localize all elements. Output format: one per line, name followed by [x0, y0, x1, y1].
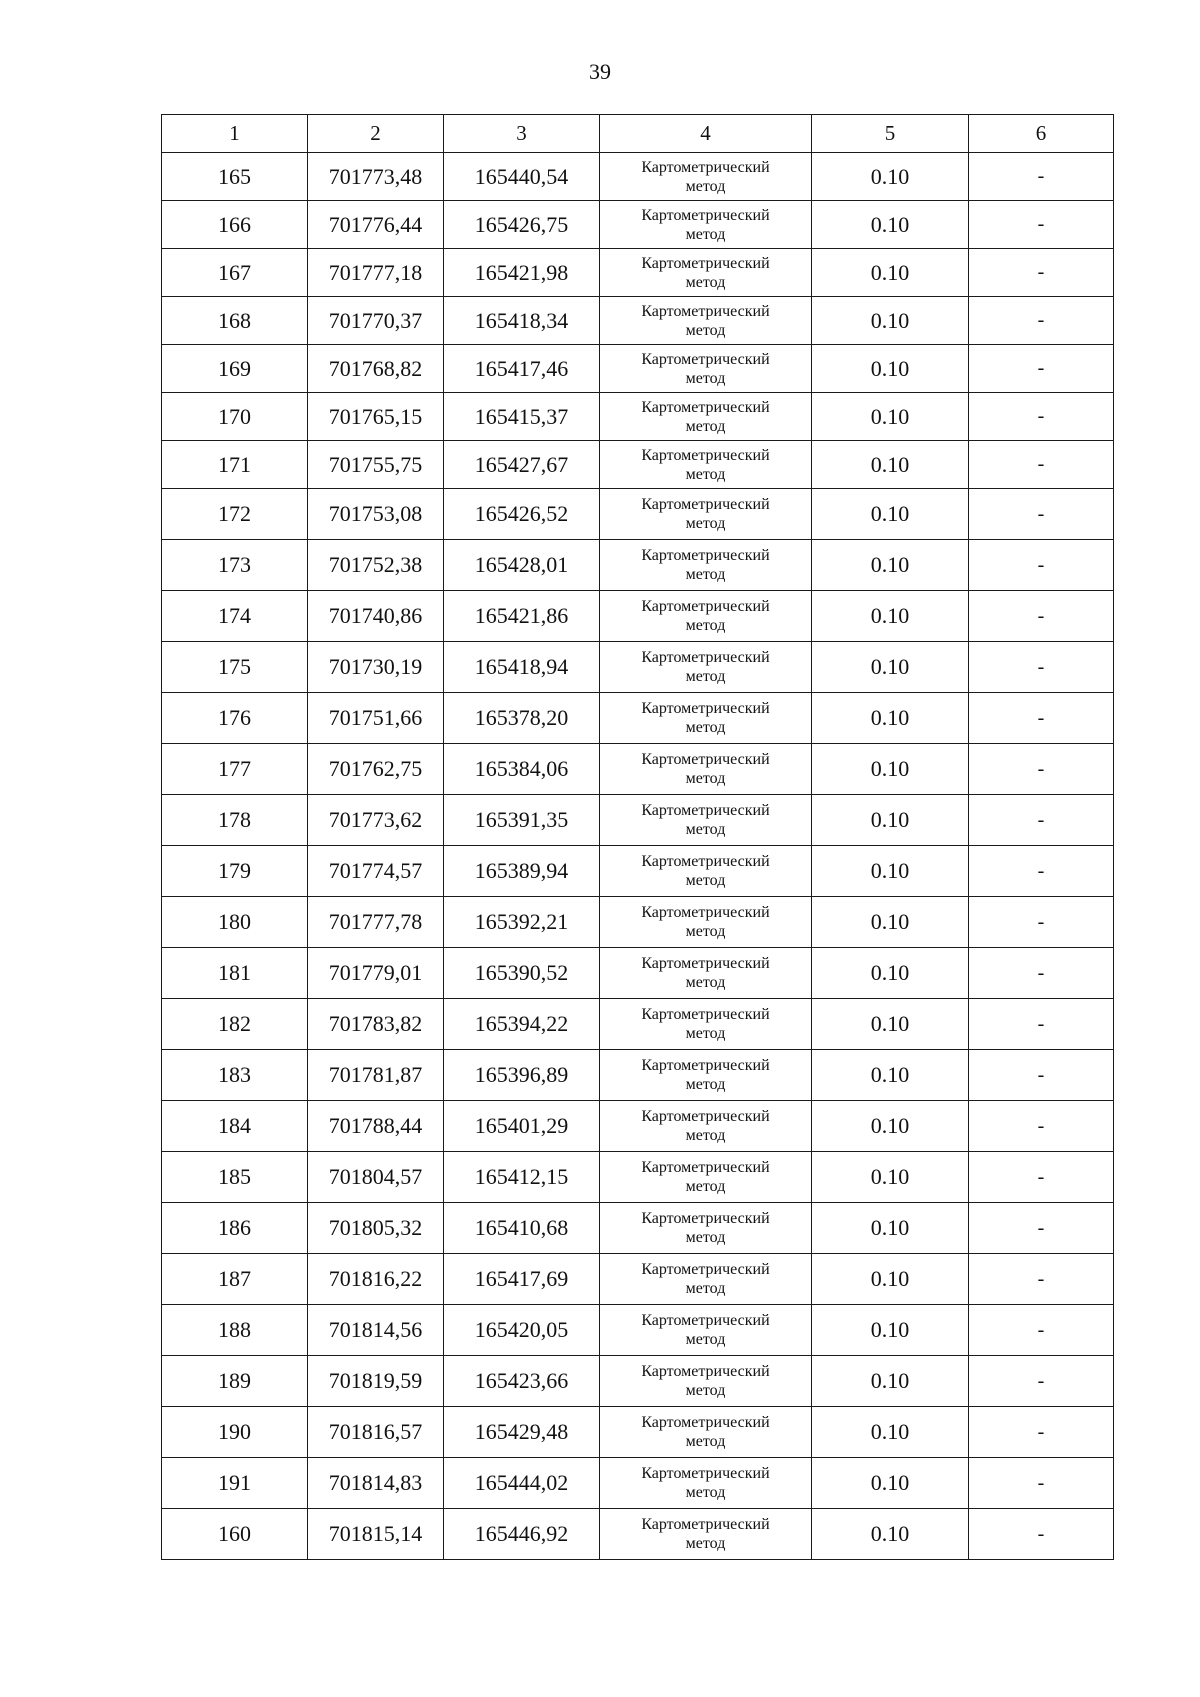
y-coordinate-cell: 165446,92	[444, 1509, 600, 1560]
accuracy-cell: 0.10	[812, 1509, 969, 1560]
point-number-cell: 171	[162, 441, 308, 489]
y-coordinate-cell: 165421,86	[444, 591, 600, 642]
header-col-4: 4	[600, 115, 812, 153]
table-row	[162, 1407, 1114, 1458]
x-coordinate-cell: 701773,62	[308, 795, 444, 846]
table-row	[162, 345, 1114, 393]
method-cell	[600, 948, 812, 999]
note-cell: -	[969, 201, 1114, 249]
coordinates-table	[161, 114, 1114, 1560]
x-coordinate-cell: 701781,87	[308, 1050, 444, 1101]
table-row	[162, 795, 1114, 846]
accuracy-cell: 0.10	[812, 642, 969, 693]
header-col-3: 3	[444, 115, 600, 153]
method-cell	[600, 1356, 812, 1407]
table-row	[162, 201, 1114, 249]
method-line-2: метод	[685, 974, 726, 991]
method-cell	[600, 345, 812, 393]
x-coordinate-cell: 701773,48	[308, 153, 444, 201]
table-row	[162, 948, 1114, 999]
note-cell: -	[969, 846, 1114, 897]
method-cell	[600, 393, 812, 441]
y-coordinate-cell: 165426,75	[444, 201, 600, 249]
method-line-2: метод	[685, 1025, 726, 1042]
point-number-cell: 165	[162, 153, 308, 201]
header-col-5: 5	[812, 115, 969, 153]
method-cell	[600, 1101, 812, 1152]
method-cell	[600, 489, 812, 540]
method-cell	[600, 591, 812, 642]
accuracy-cell: 0.10	[812, 948, 969, 999]
y-coordinate-cell: 165401,29	[444, 1101, 600, 1152]
point-number-cell: 191	[162, 1458, 308, 1509]
accuracy-cell: 0.10	[812, 1050, 969, 1101]
accuracy-cell: 0.10	[812, 999, 969, 1050]
method-line-2: метод	[685, 617, 726, 634]
accuracy-cell: 0.10	[812, 441, 969, 489]
x-coordinate-cell: 701762,75	[308, 744, 444, 795]
method-line-2: метод	[685, 273, 726, 291]
table-row	[162, 153, 1114, 201]
accuracy-cell: 0.10	[812, 345, 969, 393]
method-line-1: Картометрический	[641, 853, 770, 870]
x-coordinate-cell: 701814,83	[308, 1458, 444, 1509]
point-number-cell: 185	[162, 1152, 308, 1203]
page-number: 39	[589, 59, 611, 84]
y-coordinate-cell: 165392,21	[444, 897, 600, 948]
point-number-cell: 170	[162, 393, 308, 441]
point-number-cell: 186	[162, 1203, 308, 1254]
point-number-cell: 187	[162, 1254, 308, 1305]
method-line-1: Картометрический	[641, 302, 770, 320]
accuracy-cell: 0.10	[812, 693, 969, 744]
note-cell: -	[969, 1101, 1114, 1152]
method-line-1: Картометрический	[641, 751, 770, 768]
table-body	[162, 153, 1114, 1560]
x-coordinate-cell: 701770,37	[308, 297, 444, 345]
note-cell: -	[969, 948, 1114, 999]
method-cell	[600, 897, 812, 948]
method-line-1: Картометрический	[641, 1006, 770, 1023]
table-row	[162, 591, 1114, 642]
note-cell: -	[969, 1356, 1114, 1407]
table-row	[162, 249, 1114, 297]
accuracy-cell: 0.10	[812, 1203, 969, 1254]
method-line-1: Картометрический	[641, 955, 770, 972]
point-number-cell: 173	[162, 540, 308, 591]
x-coordinate-cell: 701816,22	[308, 1254, 444, 1305]
method-line-1: Картометрический	[641, 206, 770, 224]
method-cell	[600, 297, 812, 345]
note-cell: -	[969, 693, 1114, 744]
y-coordinate-cell: 165421,98	[444, 249, 600, 297]
note-cell: -	[969, 1458, 1114, 1509]
y-coordinate-cell: 165417,46	[444, 345, 600, 393]
header-col-1: 1	[162, 115, 308, 153]
x-coordinate-cell: 701752,38	[308, 540, 444, 591]
method-line-1: Картометрический	[641, 1261, 770, 1278]
table-header-row	[162, 115, 1114, 153]
y-coordinate-cell: 165384,06	[444, 744, 600, 795]
table-row	[162, 297, 1114, 345]
note-cell: -	[969, 1254, 1114, 1305]
method-cell	[600, 744, 812, 795]
table-row	[162, 744, 1114, 795]
note-cell: -	[969, 897, 1114, 948]
method-line-2: метод	[685, 515, 726, 532]
point-number-cell: 179	[162, 846, 308, 897]
method-line-2: метод	[685, 1331, 726, 1348]
x-coordinate-cell: 701774,57	[308, 846, 444, 897]
x-coordinate-cell: 701815,14	[308, 1509, 444, 1560]
method-line-2: метод	[685, 1433, 726, 1450]
point-number-cell: 182	[162, 999, 308, 1050]
method-line-2: метод	[685, 177, 726, 195]
note-cell: -	[969, 153, 1114, 201]
note-cell: -	[969, 795, 1114, 846]
method-line-1: Картометрический	[641, 1210, 770, 1227]
method-cell	[600, 153, 812, 201]
method-line-1: Картометрический	[641, 1057, 770, 1074]
point-number-cell: 174	[162, 591, 308, 642]
x-coordinate-cell: 701814,56	[308, 1305, 444, 1356]
method-cell	[600, 1509, 812, 1560]
method-line-1: Картометрический	[641, 1159, 770, 1176]
y-coordinate-cell: 165420,05	[444, 1305, 600, 1356]
method-cell	[600, 1203, 812, 1254]
method-cell	[600, 201, 812, 249]
y-coordinate-cell: 165396,89	[444, 1050, 600, 1101]
method-line-1: Картометрический	[641, 350, 770, 368]
y-coordinate-cell: 165417,69	[444, 1254, 600, 1305]
table-row	[162, 393, 1114, 441]
method-line-1: Картометрический	[641, 1312, 770, 1329]
note-cell: -	[969, 999, 1114, 1050]
y-coordinate-cell: 165429,48	[444, 1407, 600, 1458]
point-number-cell: 175	[162, 642, 308, 693]
x-coordinate-cell: 701765,15	[308, 393, 444, 441]
accuracy-cell: 0.10	[812, 744, 969, 795]
accuracy-cell: 0.10	[812, 297, 969, 345]
x-coordinate-cell: 701730,19	[308, 642, 444, 693]
x-coordinate-cell: 701779,01	[308, 948, 444, 999]
table-row	[162, 1101, 1114, 1152]
y-coordinate-cell: 165391,35	[444, 795, 600, 846]
accuracy-cell: 0.10	[812, 489, 969, 540]
accuracy-cell: 0.10	[812, 540, 969, 591]
method-line-2: метод	[685, 225, 726, 243]
note-cell: -	[969, 297, 1114, 345]
method-line-1: Картометрический	[641, 802, 770, 819]
table-row	[162, 1305, 1114, 1356]
y-coordinate-cell: 165440,54	[444, 153, 600, 201]
x-coordinate-cell: 701805,32	[308, 1203, 444, 1254]
x-coordinate-cell: 701776,44	[308, 201, 444, 249]
table-row	[162, 693, 1114, 744]
point-number-cell: 183	[162, 1050, 308, 1101]
note-cell: -	[969, 1203, 1114, 1254]
method-line-2: метод	[685, 1484, 726, 1501]
method-line-2: метод	[685, 668, 726, 685]
point-number-cell: 180	[162, 897, 308, 948]
header-col-2: 2	[308, 115, 444, 153]
x-coordinate-cell: 701788,44	[308, 1101, 444, 1152]
accuracy-cell: 0.10	[812, 1152, 969, 1203]
y-coordinate-cell: 165415,37	[444, 393, 600, 441]
method-line-2: метод	[685, 923, 726, 940]
x-coordinate-cell: 701777,78	[308, 897, 444, 948]
note-cell: -	[969, 345, 1114, 393]
method-cell	[600, 1050, 812, 1101]
accuracy-cell: 0.10	[812, 1101, 969, 1152]
method-cell	[600, 642, 812, 693]
method-line-2: метод	[685, 465, 726, 483]
point-number-cell: 172	[162, 489, 308, 540]
method-cell	[600, 1407, 812, 1458]
x-coordinate-cell: 701740,86	[308, 591, 444, 642]
note-cell: -	[969, 1152, 1114, 1203]
y-coordinate-cell: 165426,52	[444, 489, 600, 540]
x-coordinate-cell: 701783,82	[308, 999, 444, 1050]
table-row	[162, 846, 1114, 897]
table-row	[162, 489, 1114, 540]
x-coordinate-cell: 701755,75	[308, 441, 444, 489]
method-line-1: Картометрический	[641, 1363, 770, 1380]
method-line-2: метод	[685, 1127, 726, 1144]
method-line-1: Картометрический	[641, 496, 770, 513]
accuracy-cell: 0.10	[812, 1254, 969, 1305]
method-line-2: метод	[685, 872, 726, 889]
method-cell	[600, 795, 812, 846]
header-col-6: 6	[969, 115, 1114, 153]
method-line-1: Картометрический	[641, 398, 770, 416]
method-line-1: Картометрический	[641, 1108, 770, 1125]
method-cell	[600, 999, 812, 1050]
x-coordinate-cell: 701777,18	[308, 249, 444, 297]
note-cell: -	[969, 642, 1114, 693]
method-cell	[600, 441, 812, 489]
note-cell: -	[969, 540, 1114, 591]
table-row	[162, 1254, 1114, 1305]
method-line-1: Картометрический	[641, 1414, 770, 1431]
method-line-2: метод	[685, 369, 726, 387]
x-coordinate-cell: 701816,57	[308, 1407, 444, 1458]
y-coordinate-cell: 165428,01	[444, 540, 600, 591]
method-line-2: метод	[685, 1382, 726, 1399]
method-cell	[600, 846, 812, 897]
x-coordinate-cell: 701751,66	[308, 693, 444, 744]
method-line-2: метод	[685, 770, 726, 787]
accuracy-cell: 0.10	[812, 393, 969, 441]
accuracy-cell: 0.10	[812, 249, 969, 297]
point-number-cell: 178	[162, 795, 308, 846]
accuracy-cell: 0.10	[812, 1356, 969, 1407]
x-coordinate-cell: 701819,59	[308, 1356, 444, 1407]
accuracy-cell: 0.10	[812, 1305, 969, 1356]
method-line-2: метод	[685, 1229, 726, 1246]
point-number-cell: 168	[162, 297, 308, 345]
point-number-cell: 169	[162, 345, 308, 393]
table-row	[162, 897, 1114, 948]
method-line-1: Картометрический	[641, 158, 770, 176]
note-cell: -	[969, 744, 1114, 795]
y-coordinate-cell: 165410,68	[444, 1203, 600, 1254]
method-line-1: Картометрический	[641, 700, 770, 717]
x-coordinate-cell: 701753,08	[308, 489, 444, 540]
method-line-2: метод	[685, 821, 726, 838]
note-cell: -	[969, 489, 1114, 540]
method-line-2: метод	[685, 321, 726, 339]
method-line-2: метод	[685, 1178, 726, 1195]
method-line-2: метод	[685, 1076, 726, 1093]
y-coordinate-cell: 165390,52	[444, 948, 600, 999]
accuracy-cell: 0.10	[812, 1458, 969, 1509]
accuracy-cell: 0.10	[812, 846, 969, 897]
y-coordinate-cell: 165378,20	[444, 693, 600, 744]
method-line-2: метод	[685, 566, 726, 583]
y-coordinate-cell: 165423,66	[444, 1356, 600, 1407]
note-cell: -	[969, 249, 1114, 297]
method-line-1: Картометрический	[641, 1516, 770, 1533]
y-coordinate-cell: 165444,02	[444, 1458, 600, 1509]
method-line-1: Картометрический	[641, 254, 770, 272]
table-row	[162, 540, 1114, 591]
y-coordinate-cell: 165418,94	[444, 642, 600, 693]
method-line-1: Картометрический	[641, 649, 770, 666]
accuracy-cell: 0.10	[812, 591, 969, 642]
point-number-cell: 190	[162, 1407, 308, 1458]
method-line-2: метод	[685, 1280, 726, 1297]
note-cell: -	[969, 441, 1114, 489]
method-line-2: метод	[685, 1535, 726, 1552]
method-cell	[600, 1305, 812, 1356]
accuracy-cell: 0.10	[812, 201, 969, 249]
y-coordinate-cell: 165394,22	[444, 999, 600, 1050]
note-cell: -	[969, 1050, 1114, 1101]
method-cell	[600, 540, 812, 591]
point-number-cell: 177	[162, 744, 308, 795]
accuracy-cell: 0.10	[812, 1407, 969, 1458]
x-coordinate-cell: 701768,82	[308, 345, 444, 393]
point-number-cell: 189	[162, 1356, 308, 1407]
method-line-1: Картометрический	[641, 598, 770, 615]
method-cell	[600, 1458, 812, 1509]
method-line-2: метод	[685, 417, 726, 435]
table-row	[162, 642, 1114, 693]
table-row	[162, 1509, 1114, 1560]
method-cell	[600, 249, 812, 297]
point-number-cell: 166	[162, 201, 308, 249]
y-coordinate-cell: 165427,67	[444, 441, 600, 489]
table-row	[162, 1203, 1114, 1254]
point-number-cell: 188	[162, 1305, 308, 1356]
point-number-cell: 176	[162, 693, 308, 744]
table-row	[162, 1152, 1114, 1203]
accuracy-cell: 0.10	[812, 153, 969, 201]
note-cell: -	[969, 1305, 1114, 1356]
table-row	[162, 999, 1114, 1050]
table-row	[162, 441, 1114, 489]
method-line-2: метод	[685, 719, 726, 736]
accuracy-cell: 0.10	[812, 795, 969, 846]
method-line-1: Картометрический	[641, 446, 770, 464]
note-cell: -	[969, 1509, 1114, 1560]
method-cell	[600, 693, 812, 744]
y-coordinate-cell: 165418,34	[444, 297, 600, 345]
table-row	[162, 1356, 1114, 1407]
method-line-1: Картометрический	[641, 904, 770, 921]
accuracy-cell: 0.10	[812, 897, 969, 948]
x-coordinate-cell: 701804,57	[308, 1152, 444, 1203]
note-cell: -	[969, 393, 1114, 441]
method-cell	[600, 1254, 812, 1305]
method-line-1: Картометрический	[641, 1465, 770, 1482]
point-number-cell: 184	[162, 1101, 308, 1152]
point-number-cell: 167	[162, 249, 308, 297]
method-cell	[600, 1152, 812, 1203]
y-coordinate-cell: 165412,15	[444, 1152, 600, 1203]
table-row	[162, 1458, 1114, 1509]
table-row	[162, 1050, 1114, 1101]
point-number-cell: 181	[162, 948, 308, 999]
note-cell: -	[969, 1407, 1114, 1458]
note-cell: -	[969, 591, 1114, 642]
method-line-1: Картометрический	[641, 547, 770, 564]
y-coordinate-cell: 165389,94	[444, 846, 600, 897]
point-number-cell: 160	[162, 1509, 308, 1560]
